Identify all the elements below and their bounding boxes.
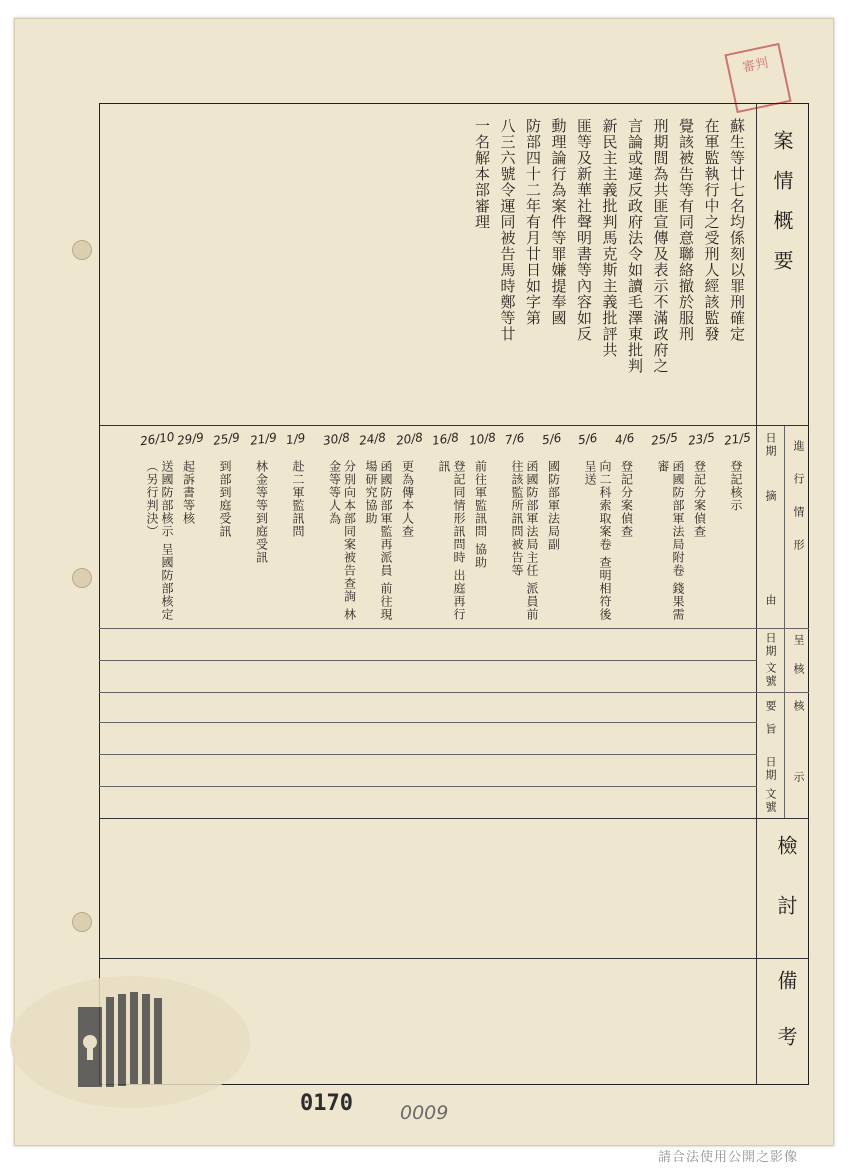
- progress-date-label: 日期: [764, 432, 777, 458]
- header-subcolumn-divider: [784, 425, 785, 818]
- row-divider: [99, 722, 757, 723]
- progress-date: 16/8: [431, 430, 460, 448]
- progress-entry-text: 送國防部核示 呈國防部核定（另行判決）: [145, 460, 174, 621]
- essentials-label: 要旨: [764, 700, 777, 746]
- row-divider: [99, 754, 757, 755]
- approve-docno-label: 文號: [764, 788, 777, 814]
- case-summary-line: 動理論行為案件等罪嫌提奉國: [549, 118, 568, 326]
- archive-number: 0170: [300, 1091, 353, 1116]
- progress-entry-text: 赴二軍監訊問: [291, 460, 305, 538]
- review-header: 檢討: [774, 835, 798, 955]
- progress-date: 5/6: [540, 430, 562, 448]
- progress-date: 21/5: [723, 430, 752, 448]
- progress-date: 20/8: [394, 430, 424, 448]
- case-summary-line: 言論或違反政府法令如讀毛澤東批判: [626, 118, 644, 374]
- progress-date: 30/8: [321, 430, 351, 448]
- case-summary-line: 防部四十二年有月廿日如字第: [524, 118, 542, 326]
- progress-date: 1/9: [285, 430, 307, 448]
- submit-docno-label: 文號: [764, 662, 777, 688]
- remarks-header: 備考: [774, 970, 798, 1082]
- case-summary-line: 八三六號令運同被告馬時鄭等廿: [498, 118, 517, 342]
- progress-date: 23/5: [686, 430, 716, 448]
- case-summary-line: 一名解本部審理: [473, 118, 491, 230]
- row-divider: [99, 786, 757, 787]
- remarks-divider: [99, 958, 809, 959]
- summary-divider: [99, 425, 809, 426]
- approve-date-label: 日期: [764, 756, 777, 782]
- progress-date: 10/8: [467, 430, 497, 448]
- progress-date: 4/6: [613, 430, 635, 448]
- usage-watermark: 請合法使用公開之影像: [658, 1150, 799, 1165]
- case-summary-line: 新民主主義批判馬克斯主義批評共: [600, 118, 619, 358]
- archive-logo-icon: [0, 972, 250, 1112]
- progress-entry-text: 登記同情形訊問時 出庭再行訊: [437, 460, 466, 621]
- progress-entry-text: 分別向本部同案被告查詢 林金等等人為: [327, 460, 357, 621]
- submit-approve-header: 呈核: [792, 634, 805, 692]
- seal-text: 審判: [741, 55, 770, 76]
- punch-hole: [72, 568, 92, 588]
- progress-entry-text: 起訴書等核: [181, 460, 196, 525]
- case-summary-line: 在軍監執行中之受刑人經該監發: [702, 118, 721, 342]
- progress-date: 29/9: [175, 430, 205, 448]
- approve-instruct-header: 核示: [792, 700, 805, 842]
- case-summary-header: 案情概要: [770, 130, 794, 290]
- progress-date: 24/8: [358, 430, 387, 448]
- punch-hole: [72, 912, 92, 932]
- progress-entry-text: 更為傳本人查: [400, 460, 415, 538]
- progress-entry-text: 林金等等到庭受訊: [254, 460, 269, 564]
- case-summary-line: 蘇生等廿七名均係刻以罪刑確定: [728, 118, 746, 342]
- progress-entry-text: 登記分案偵查: [692, 460, 707, 538]
- progress-date: 25/5: [650, 430, 679, 448]
- progress-entry-text: 函國防部軍監再派員 前往現場研究協助: [364, 460, 393, 621]
- progress-divider: [99, 628, 809, 629]
- progress-date: 7/6: [504, 430, 526, 448]
- header-column-divider: [756, 103, 757, 1085]
- submit-date-label: 日期: [764, 632, 777, 658]
- progress-entry-text: 向二科索取案卷 查明相符後呈送: [583, 460, 612, 621]
- case-summary-line: 匪等及新華社聲明書等內容如反: [575, 118, 593, 342]
- progress-entry-text: 國防部軍法局副: [546, 460, 561, 551]
- case-summary-line: 覺該被告等有同意聯絡撤於服刑: [677, 118, 695, 342]
- progress-entry-text: 登記分案偵查: [619, 460, 634, 538]
- progress-entry-text: 前往軍監訊問 協助: [473, 460, 488, 569]
- progress-date: 25/9: [212, 430, 241, 448]
- progress-reason-label: 由: [764, 594, 777, 607]
- progress-entry-text: 函國防部軍法局主任 派員前往該監所訊問被告等: [510, 460, 539, 621]
- progress-date: 5/6: [577, 430, 599, 448]
- progress-entry-text: 登記核示: [729, 460, 743, 512]
- progress-entry-text: 函國防部軍法局附卷 錢果需審: [656, 460, 685, 621]
- review-divider: [99, 818, 809, 819]
- progress-date: 21/9: [248, 430, 278, 448]
- case-summary-line: 刑期間為共匪宣傳及表示不滿政府之: [651, 118, 670, 374]
- row-divider: [99, 692, 809, 693]
- pencil-page-number: 0009: [400, 1102, 449, 1124]
- progress-date: 26/10: [139, 429, 176, 449]
- progress-entry-text: 到部到庭受訊: [218, 460, 232, 538]
- row-divider: [99, 660, 757, 661]
- progress-header: 進行情形: [792, 440, 805, 572]
- punch-hole: [72, 240, 92, 260]
- progress-digest-label: 摘: [764, 490, 777, 503]
